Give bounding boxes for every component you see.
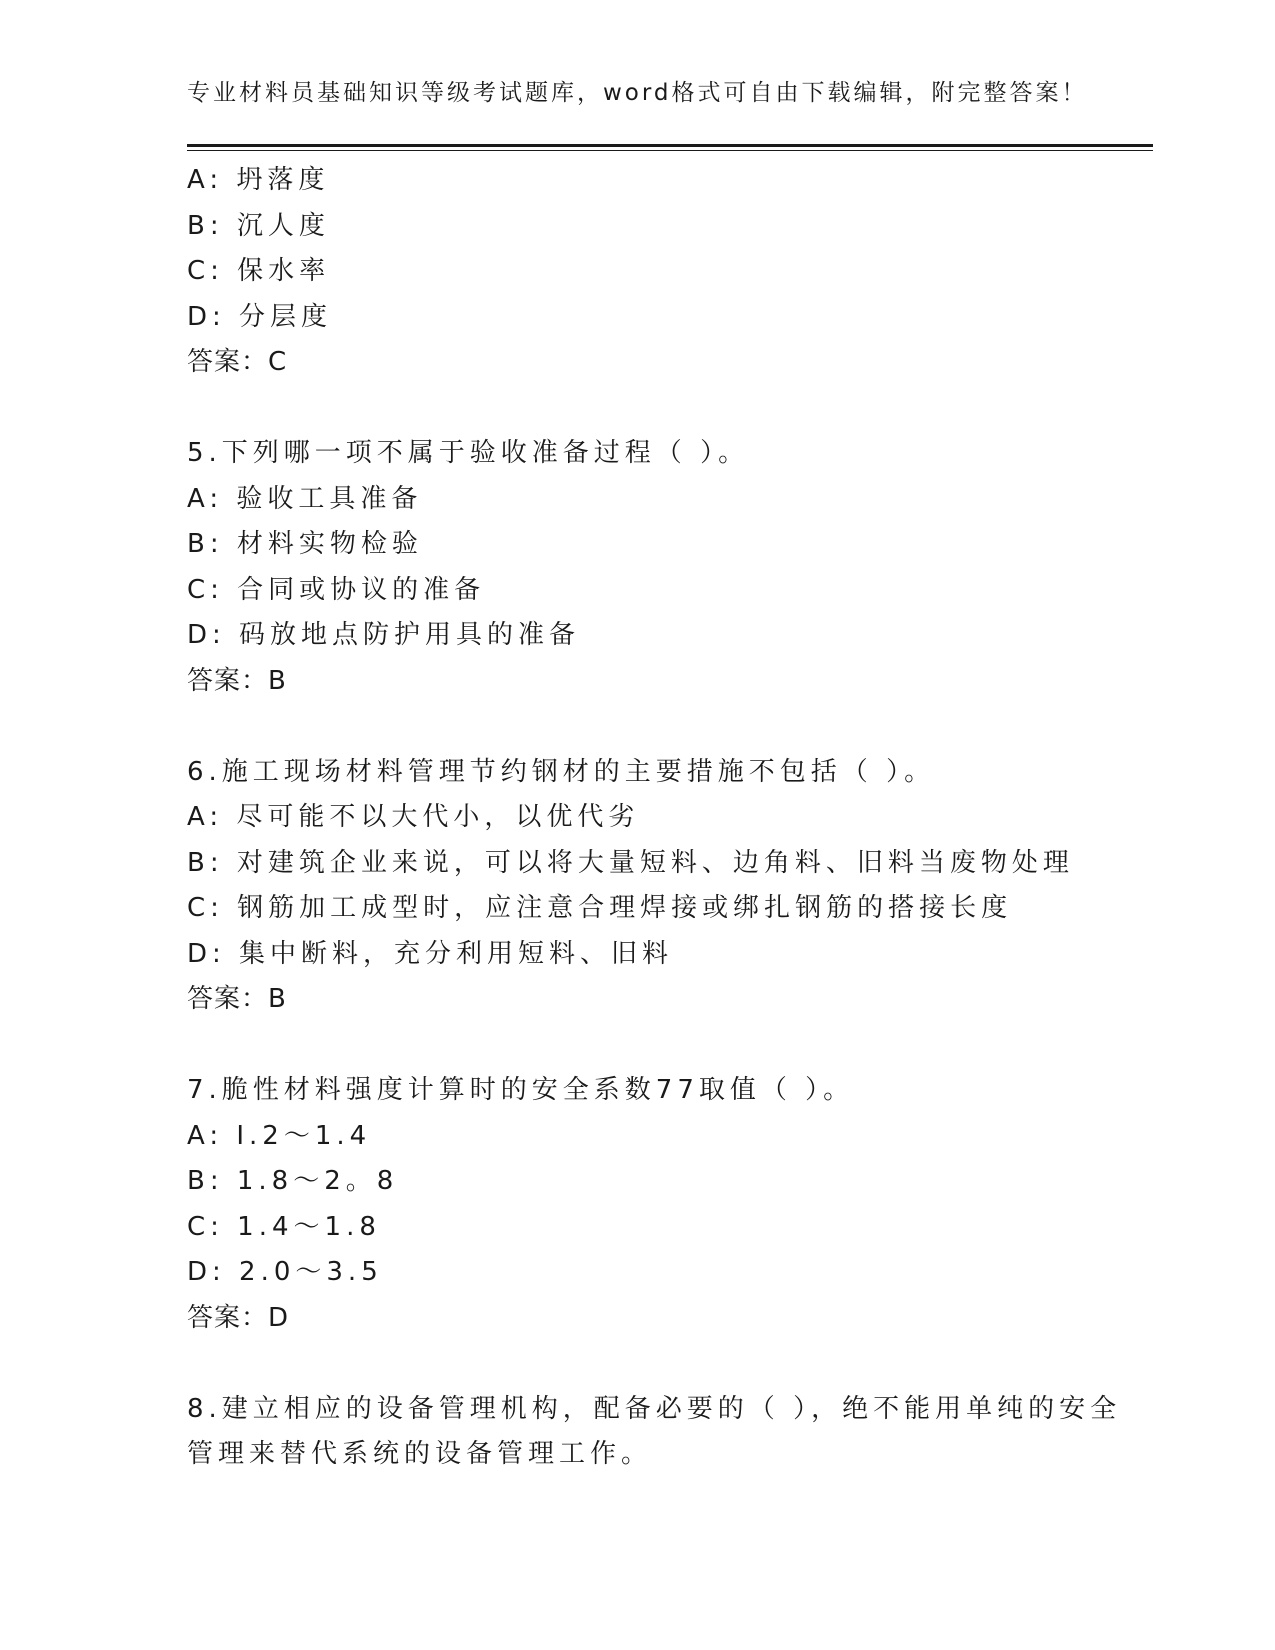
question-content <box>187 158 1153 1478</box>
question-block-8 <box>187 1387 1153 1478</box>
option-a: A: I.2～1.4 <box>187 1120 372 1151</box>
option-c: C: 合同或协议的准备 <box>187 574 486 605</box>
block-spacer <box>187 704 1153 750</box>
answer-line: 答案：C <box>187 347 288 377</box>
option-b: B: 材料实物检验 <box>187 529 423 559</box>
option-a: A: 尽可能不以大代小，以优代劣 <box>187 802 640 832</box>
option-b: B: 沉人度 <box>187 210 330 241</box>
header-rule-thick <box>187 144 1153 147</box>
block-spacer <box>187 1341 1153 1387</box>
option-c: C: 钢筋加工成型时，应注意合理焊接或绑扎钢筋的搭接长度 <box>187 893 1013 923</box>
question-stem-line-1: 8.建立相应的设备管理机构，配备必要的（ ），绝不能用单纯的安全 <box>187 1393 1122 1424</box>
option-d: D: 集中断料，充分利用短料、旧料 <box>187 938 674 969</box>
answer-line: 答案：B <box>187 984 287 1014</box>
answer-line: 答案：D <box>187 1302 290 1333</box>
question-stem-line-2: 管理来替代系统的设备管理工作。 <box>187 1439 653 1469</box>
block-spacer <box>187 386 1153 432</box>
option-d: D: 2.0～3.5 <box>187 1257 383 1287</box>
page-header: 专业材料员基础知识等级考试题库，word格式可自由下载编辑，附完整答案！ <box>187 80 1088 106</box>
option-b: B: 对建筑企业来说，可以将大量短料、边角料、旧料当废物处理 <box>187 847 1074 878</box>
option-d: D: 分层度 <box>187 301 333 332</box>
question-block-7 <box>187 1068 1153 1341</box>
option-b: B: 1.8～2。8 <box>187 1166 399 1196</box>
answer-line: 答案：B <box>187 665 287 696</box>
block-spacer <box>187 1023 1153 1069</box>
question-block-6 <box>187 750 1153 1023</box>
question-block-4 <box>187 158 1153 386</box>
question-stem: 7.脆性材料强度计算时的安全系数77取值（ ）。 <box>187 1075 855 1105</box>
question-stem: 5.下列哪一项不属于验收准备过程（ ）。 <box>187 438 750 468</box>
option-c: C: 1.4～1.8 <box>187 1211 381 1242</box>
option-d: D: 码放地点防护用具的准备 <box>187 620 581 650</box>
option-c: C: 保水率 <box>187 256 331 286</box>
option-a: A: 坍落度 <box>187 165 330 195</box>
question-stem: 6.施工现场材料管理节约钢材的主要措施不包括（ ）。 <box>187 756 936 787</box>
header-rule-thin <box>187 150 1153 151</box>
question-block-5 <box>187 431 1153 704</box>
option-a: A: 验收工具准备 <box>187 483 423 514</box>
